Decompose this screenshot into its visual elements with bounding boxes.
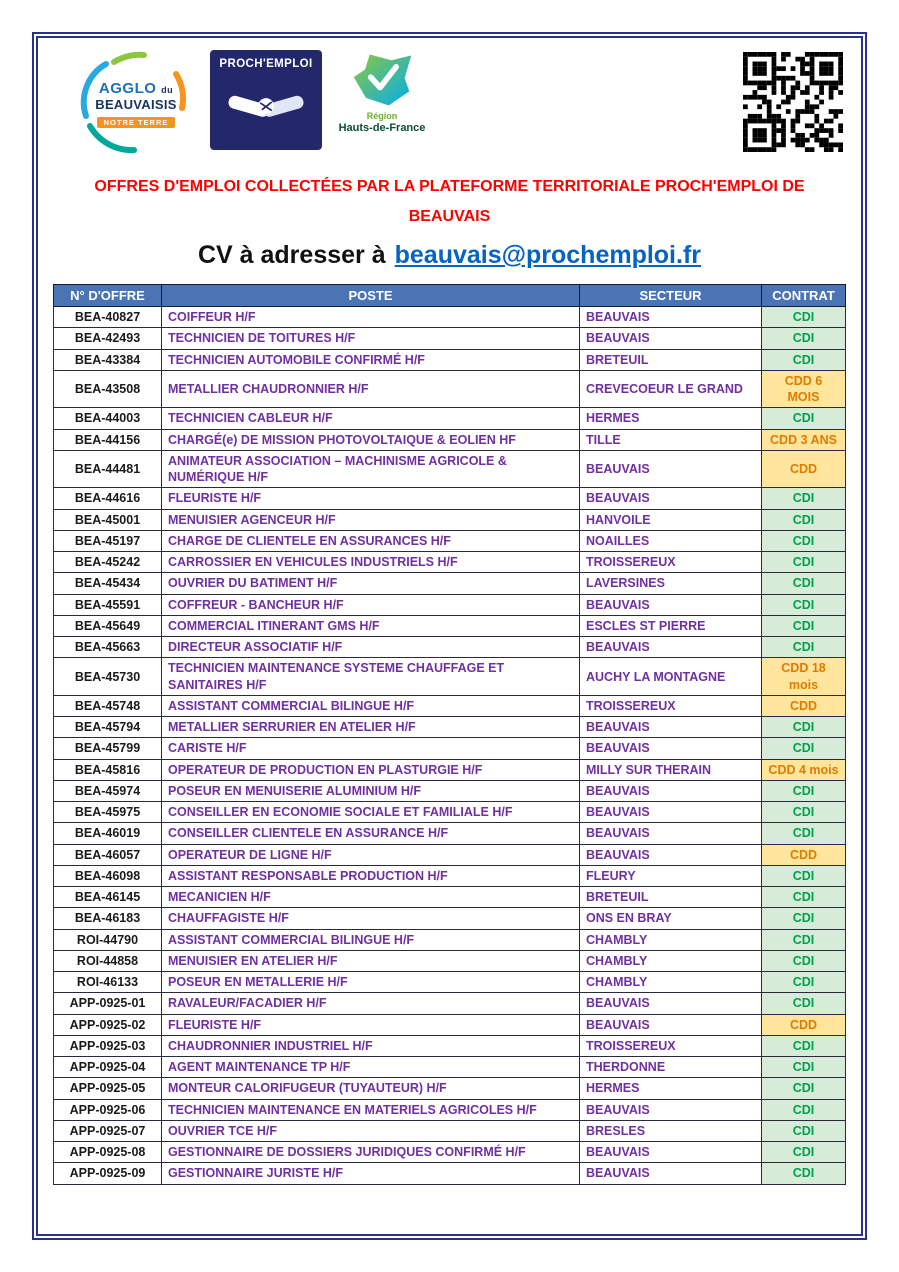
offer-number-cell: APP-0925-04 (54, 1057, 162, 1078)
table-row (54, 1120, 846, 1141)
offer-number-cell: BEA-44616 (54, 488, 162, 509)
offer-number-cell: BEA-45974 (54, 780, 162, 801)
offer-number-cell: BEA-45975 (54, 802, 162, 823)
poste-cell: OPERATEUR DE PRODUCTION EN PLASTURGIE H/F (162, 759, 580, 780)
poste-cell: MECANICIEN H/F (162, 887, 580, 908)
qr-code-pattern (743, 52, 843, 152)
region-word-small: Région (366, 111, 398, 121)
table-row (54, 349, 846, 370)
secteur-cell: HANVOILE (580, 509, 762, 530)
contrat-cell: CDI (762, 530, 846, 551)
secteur-cell: CHAMBLY (580, 972, 762, 993)
agglo-word2: BEAUVAISIS (95, 97, 177, 112)
contrat-cell: CDD 6 MOIS (762, 370, 846, 408)
poste-cell: OUVRIER TCE H/F (162, 1120, 580, 1141)
table-row (54, 615, 846, 636)
poste-cell: AGENT MAINTENANCE TP H/F (162, 1057, 580, 1078)
poste-cell: OUVRIER DU BATIMENT H/F (162, 573, 580, 594)
poste-cell: POSEUR EN METALLERIE H/F (162, 972, 580, 993)
secteur-cell: TROISSEREUX (580, 695, 762, 716)
poste-cell: CONSEILLER CLIENTELE EN ASSURANCE H/F (162, 823, 580, 844)
table-row (54, 552, 846, 573)
poste-cell: TECHNICIEN CABLEUR H/F (162, 408, 580, 429)
secteur-cell: BEAUVAIS (580, 1014, 762, 1035)
table-row (54, 972, 846, 993)
contrat-cell: CDI (762, 509, 846, 530)
offer-number-cell: BEA-43508 (54, 370, 162, 408)
poste-cell: MENUISIER EN ATELIER H/F (162, 950, 580, 971)
poste-cell: MONTEUR CALORIFUGEUR (TUYAUTEUR) H/F (162, 1078, 580, 1099)
col-header-contrat: CONTRAT (762, 285, 846, 307)
contrat-cell: CDD (762, 844, 846, 865)
secteur-cell: BEAUVAIS (580, 1099, 762, 1120)
contrat-cell: CDI (762, 408, 846, 429)
offer-number-cell: BEA-45663 (54, 637, 162, 658)
table-row (54, 370, 846, 408)
poste-cell: POSEUR EN MENUISERIE ALUMINIUM H/F (162, 780, 580, 801)
poste-cell: METALLIER CHAUDRONNIER H/F (162, 370, 580, 408)
offer-number-cell: ROI-46133 (54, 972, 162, 993)
secteur-cell: TILLE (580, 429, 762, 450)
contrat-cell: CDI (762, 972, 846, 993)
secteur-cell: NOAILLES (580, 530, 762, 551)
poste-cell: COFFREUR - BANCHEUR H/F (162, 594, 580, 615)
offer-number-cell: BEA-45197 (54, 530, 162, 551)
secteur-cell: BEAUVAIS (580, 637, 762, 658)
contrat-cell: CDD (762, 450, 846, 488)
offer-number-cell: ROI-44790 (54, 929, 162, 950)
contrat-cell: CDI (762, 1035, 846, 1056)
secteur-cell: ONS EN BRAY (580, 908, 762, 929)
secteur-cell: MILLY SUR THERAIN (580, 759, 762, 780)
table-row (54, 1035, 846, 1056)
offer-number-cell: BEA-46183 (54, 908, 162, 929)
offers-table-body (54, 307, 846, 1185)
offer-number-cell: APP-0925-03 (54, 1035, 162, 1056)
qr-code (741, 50, 845, 154)
contrat-cell: CDI (762, 349, 846, 370)
agglo-ribbon: NOTRE TERRE (97, 117, 176, 128)
secteur-cell: HERMES (580, 408, 762, 429)
secteur-cell: HERMES (580, 1078, 762, 1099)
offer-number-cell: APP-0925-09 (54, 1163, 162, 1184)
poste-cell: ASSISTANT RESPONSABLE PRODUCTION H/F (162, 865, 580, 886)
contrat-cell: CDI (762, 908, 846, 929)
secteur-cell: AUCHY LA MONTAGNE (580, 658, 762, 696)
table-row (54, 929, 846, 950)
contrat-cell: CDI (762, 993, 846, 1014)
offer-number-cell: BEA-44481 (54, 450, 162, 488)
poste-cell: GESTIONNAIRE JURISTE H/F (162, 1163, 580, 1184)
poste-cell: TECHNICIEN MAINTENANCE SYSTEME CHAUFFAGE ET SANITAIRES H/F (162, 658, 580, 696)
secteur-cell: BEAUVAIS (580, 717, 762, 738)
poste-cell: ASSISTANT COMMERCIAL BILINGUE H/F (162, 929, 580, 950)
contrat-cell: CDI (762, 307, 846, 328)
header-logos (52, 46, 847, 158)
table-row (54, 450, 846, 488)
table-row (54, 1057, 846, 1078)
secteur-cell: BEAUVAIS (580, 802, 762, 823)
poste-cell: COMMERCIAL ITINERANT GMS H/F (162, 615, 580, 636)
table-row (54, 509, 846, 530)
contrat-cell: CDD 18 mois (762, 658, 846, 696)
secteur-cell: BEAUVAIS (580, 1142, 762, 1163)
offer-number-cell: BEA-46145 (54, 887, 162, 908)
table-row (54, 717, 846, 738)
agglo-beauvaisis-logo (74, 50, 202, 154)
agglo-word1-main: AGGLO (98, 80, 157, 97)
table-row (54, 328, 846, 349)
offer-number-cell: APP-0925-01 (54, 993, 162, 1014)
main-title: OFFRES D'EMPLOI COLLECTÉES PAR LA PLATEFORME TERRITORIALE PROCH'EMPLOI DE BEAUVAIS (94, 178, 805, 225)
secteur-cell: BEAUVAIS (580, 307, 762, 328)
table-row (54, 823, 846, 844)
poste-cell: CONSEILLER EN ECONOMIE SOCIALE ET FAMILIALE H/F (162, 802, 580, 823)
contrat-cell: CDI (762, 950, 846, 971)
offer-number-cell: BEA-45794 (54, 717, 162, 738)
table-row (54, 759, 846, 780)
prochemploi-logo-label: PROCH'EMPLOI (219, 58, 313, 70)
secteur-cell: FLEURY (580, 865, 762, 886)
secteur-cell: ESCLES ST PIERRE (580, 615, 762, 636)
contrat-cell: CDI (762, 929, 846, 950)
contrat-cell: CDI (762, 1142, 846, 1163)
poste-cell: CARROSSIER EN VEHICULES INDUSTRIELS H/F (162, 552, 580, 573)
poste-cell: ANIMATEUR ASSOCIATION – MACHINISME AGRICOLE & NUMÉRIQUE H/F (162, 450, 580, 488)
table-row (54, 844, 846, 865)
table-row (54, 695, 846, 716)
contrat-cell: CDI (762, 573, 846, 594)
poste-cell: CHAUDRONNIER INDUSTRIEL H/F (162, 1035, 580, 1056)
contrat-cell: CDI (762, 594, 846, 615)
contrat-cell: CDI (762, 865, 846, 886)
offer-number-cell: BEA-45730 (54, 658, 162, 696)
contrat-cell: CDI (762, 887, 846, 908)
poste-cell: OPERATEUR DE LIGNE H/F (162, 844, 580, 865)
contrat-cell: CDI (762, 1120, 846, 1141)
table-row (54, 573, 846, 594)
offer-number-cell: BEA-45748 (54, 695, 162, 716)
offer-number-cell: BEA-45242 (54, 552, 162, 573)
page-border-frame (32, 32, 867, 1240)
contrat-cell: CDI (762, 637, 846, 658)
contrat-cell: CDI (762, 717, 846, 738)
poste-cell: TECHNICIEN AUTOMOBILE CONFIRMÉ H/F (162, 349, 580, 370)
contrat-cell: CDD (762, 695, 846, 716)
offer-number-cell: ROI-44858 (54, 950, 162, 971)
offer-number-cell: APP-0925-05 (54, 1078, 162, 1099)
contrat-cell: CDI (762, 1057, 846, 1078)
table-row (54, 780, 846, 801)
table-row (54, 1014, 846, 1035)
contrat-cell: CDD 3 ANS (762, 429, 846, 450)
table-row (54, 1163, 846, 1184)
agglo-word1 (84, 80, 188, 97)
secteur-cell: BEAUVAIS (580, 823, 762, 844)
secteur-cell: LAVERSINES (580, 573, 762, 594)
table-row (54, 865, 846, 886)
table-row (54, 887, 846, 908)
offer-number-cell: BEA-43384 (54, 349, 162, 370)
contrat-cell: CDI (762, 328, 846, 349)
offer-number-cell: BEA-46057 (54, 844, 162, 865)
contrat-cell: CDI (762, 802, 846, 823)
contrat-cell: CDI (762, 488, 846, 509)
offer-number-cell: BEA-45799 (54, 738, 162, 759)
offer-number-cell: BEA-44156 (54, 429, 162, 450)
offer-number-cell: BEA-40827 (54, 307, 162, 328)
secteur-cell: CHAMBLY (580, 950, 762, 971)
secteur-cell: BRETEUIL (580, 349, 762, 370)
table-row (54, 1078, 846, 1099)
prochemploi-logo (210, 50, 322, 150)
table-header-row (54, 285, 846, 307)
table-row (54, 429, 846, 450)
contrat-cell: CDI (762, 1099, 846, 1120)
secteur-cell: BEAUVAIS (580, 1163, 762, 1184)
contrat-cell: CDI (762, 738, 846, 759)
table-row (54, 530, 846, 551)
table-row (54, 908, 846, 929)
offer-number-cell: BEA-45591 (54, 594, 162, 615)
secteur-cell: BRESLES (580, 1120, 762, 1141)
contrat-cell: CDD (762, 1014, 846, 1035)
offer-number-cell: APP-0925-08 (54, 1142, 162, 1163)
table-row (54, 950, 846, 971)
table-row (54, 1099, 846, 1120)
contrat-cell: CDI (762, 780, 846, 801)
france-map-icon (349, 50, 415, 110)
table-row (54, 637, 846, 658)
offer-number-cell: BEA-46019 (54, 823, 162, 844)
secteur-cell: TROISSEREUX (580, 552, 762, 573)
offer-number-cell: APP-0925-07 (54, 1120, 162, 1141)
poste-cell: RAVALEUR/FACADIER H/F (162, 993, 580, 1014)
contrat-cell: CDI (762, 823, 846, 844)
col-header-offre: N° D'OFFRE (54, 285, 162, 307)
contrat-cell: CDI (762, 1078, 846, 1099)
offer-number-cell: BEA-46098 (54, 865, 162, 886)
contrat-cell: CDD 4 mois (762, 759, 846, 780)
col-header-poste: POSTE (162, 285, 580, 307)
cv-instruction (52, 241, 847, 270)
offer-number-cell: BEA-45001 (54, 509, 162, 530)
region-logo-text (339, 112, 426, 134)
offer-number-cell: BEA-45434 (54, 573, 162, 594)
contrat-cell: CDI (762, 1163, 846, 1184)
offer-number-cell: APP-0925-06 (54, 1099, 162, 1120)
agglo-logo-text (84, 80, 188, 130)
secteur-cell: BEAUVAIS (580, 328, 762, 349)
email-link[interactable]: beauvais@prochemploi.fr (394, 241, 702, 270)
offer-number-cell: BEA-45816 (54, 759, 162, 780)
offer-number-cell: BEA-45649 (54, 615, 162, 636)
secteur-cell: CREVECOEUR LE GRAND (580, 370, 762, 408)
secteur-cell: BEAUVAIS (580, 594, 762, 615)
offer-number-cell: BEA-44003 (54, 408, 162, 429)
secteur-cell: CHAMBLY (580, 929, 762, 950)
table-row (54, 488, 846, 509)
poste-cell: COIFFEUR H/F (162, 307, 580, 328)
cv-prefix-text: CV à adresser à (197, 241, 386, 270)
handshake-icon (223, 76, 309, 134)
table-row (54, 738, 846, 759)
secteur-cell: BEAUVAIS (580, 780, 762, 801)
poste-cell: FLEURISTE H/F (162, 1014, 580, 1035)
poste-cell: CHARGE DE CLIENTELE EN ASSURANCES H/F (162, 530, 580, 551)
col-header-secteur: SECTEUR (580, 285, 762, 307)
poste-cell: TECHNICIEN MAINTENANCE EN MATERIELS AGRICOLES H/F (162, 1099, 580, 1120)
table-row (54, 594, 846, 615)
secteur-cell: BRETEUIL (580, 887, 762, 908)
contrat-cell: CDI (762, 615, 846, 636)
poste-cell: CHARGÉ(e) DE MISSION PHOTOVOLTAIQUE & EOLIEN HF (162, 429, 580, 450)
table-row (54, 1142, 846, 1163)
table-row (54, 802, 846, 823)
secteur-cell: BEAUVAIS (580, 993, 762, 1014)
secteur-cell: BEAUVAIS (580, 488, 762, 509)
offer-number-cell: BEA-42493 (54, 328, 162, 349)
poste-cell: MENUISIER AGENCEUR H/F (162, 509, 580, 530)
secteur-cell: BEAUVAIS (580, 450, 762, 488)
poste-cell: ASSISTANT COMMERCIAL BILINGUE H/F (162, 695, 580, 716)
poste-cell: FLEURISTE H/F (162, 488, 580, 509)
poste-cell: CHAUFFAGISTE H/F (162, 908, 580, 929)
secteur-cell: BEAUVAIS (580, 738, 762, 759)
secteur-cell: TROISSEREUX (580, 1035, 762, 1056)
offer-number-cell: APP-0925-02 (54, 1014, 162, 1035)
region-hauts-de-france-logo (330, 50, 434, 154)
secteur-cell: BEAUVAIS (580, 844, 762, 865)
poste-cell: GESTIONNAIRE DE DOSSIERS JURIDIQUES CONFIRMÉ H/F (162, 1142, 580, 1163)
table-row (54, 408, 846, 429)
table-row (54, 993, 846, 1014)
poste-cell: TECHNICIEN DE TOITURES H/F (162, 328, 580, 349)
table-row (54, 307, 846, 328)
poste-cell: METALLIER SERRURIER EN ATELIER H/F (162, 717, 580, 738)
contrat-cell: CDI (762, 552, 846, 573)
agglo-word1-small: du (161, 85, 174, 95)
poste-cell: CARISTE H/F (162, 738, 580, 759)
secteur-cell: THERDONNE (580, 1057, 762, 1078)
region-word-name: Hauts-de-France (338, 121, 426, 134)
offers-table (53, 284, 846, 1185)
poste-cell: DIRECTEUR ASSOCIATIF H/F (162, 637, 580, 658)
table-row (54, 658, 846, 696)
